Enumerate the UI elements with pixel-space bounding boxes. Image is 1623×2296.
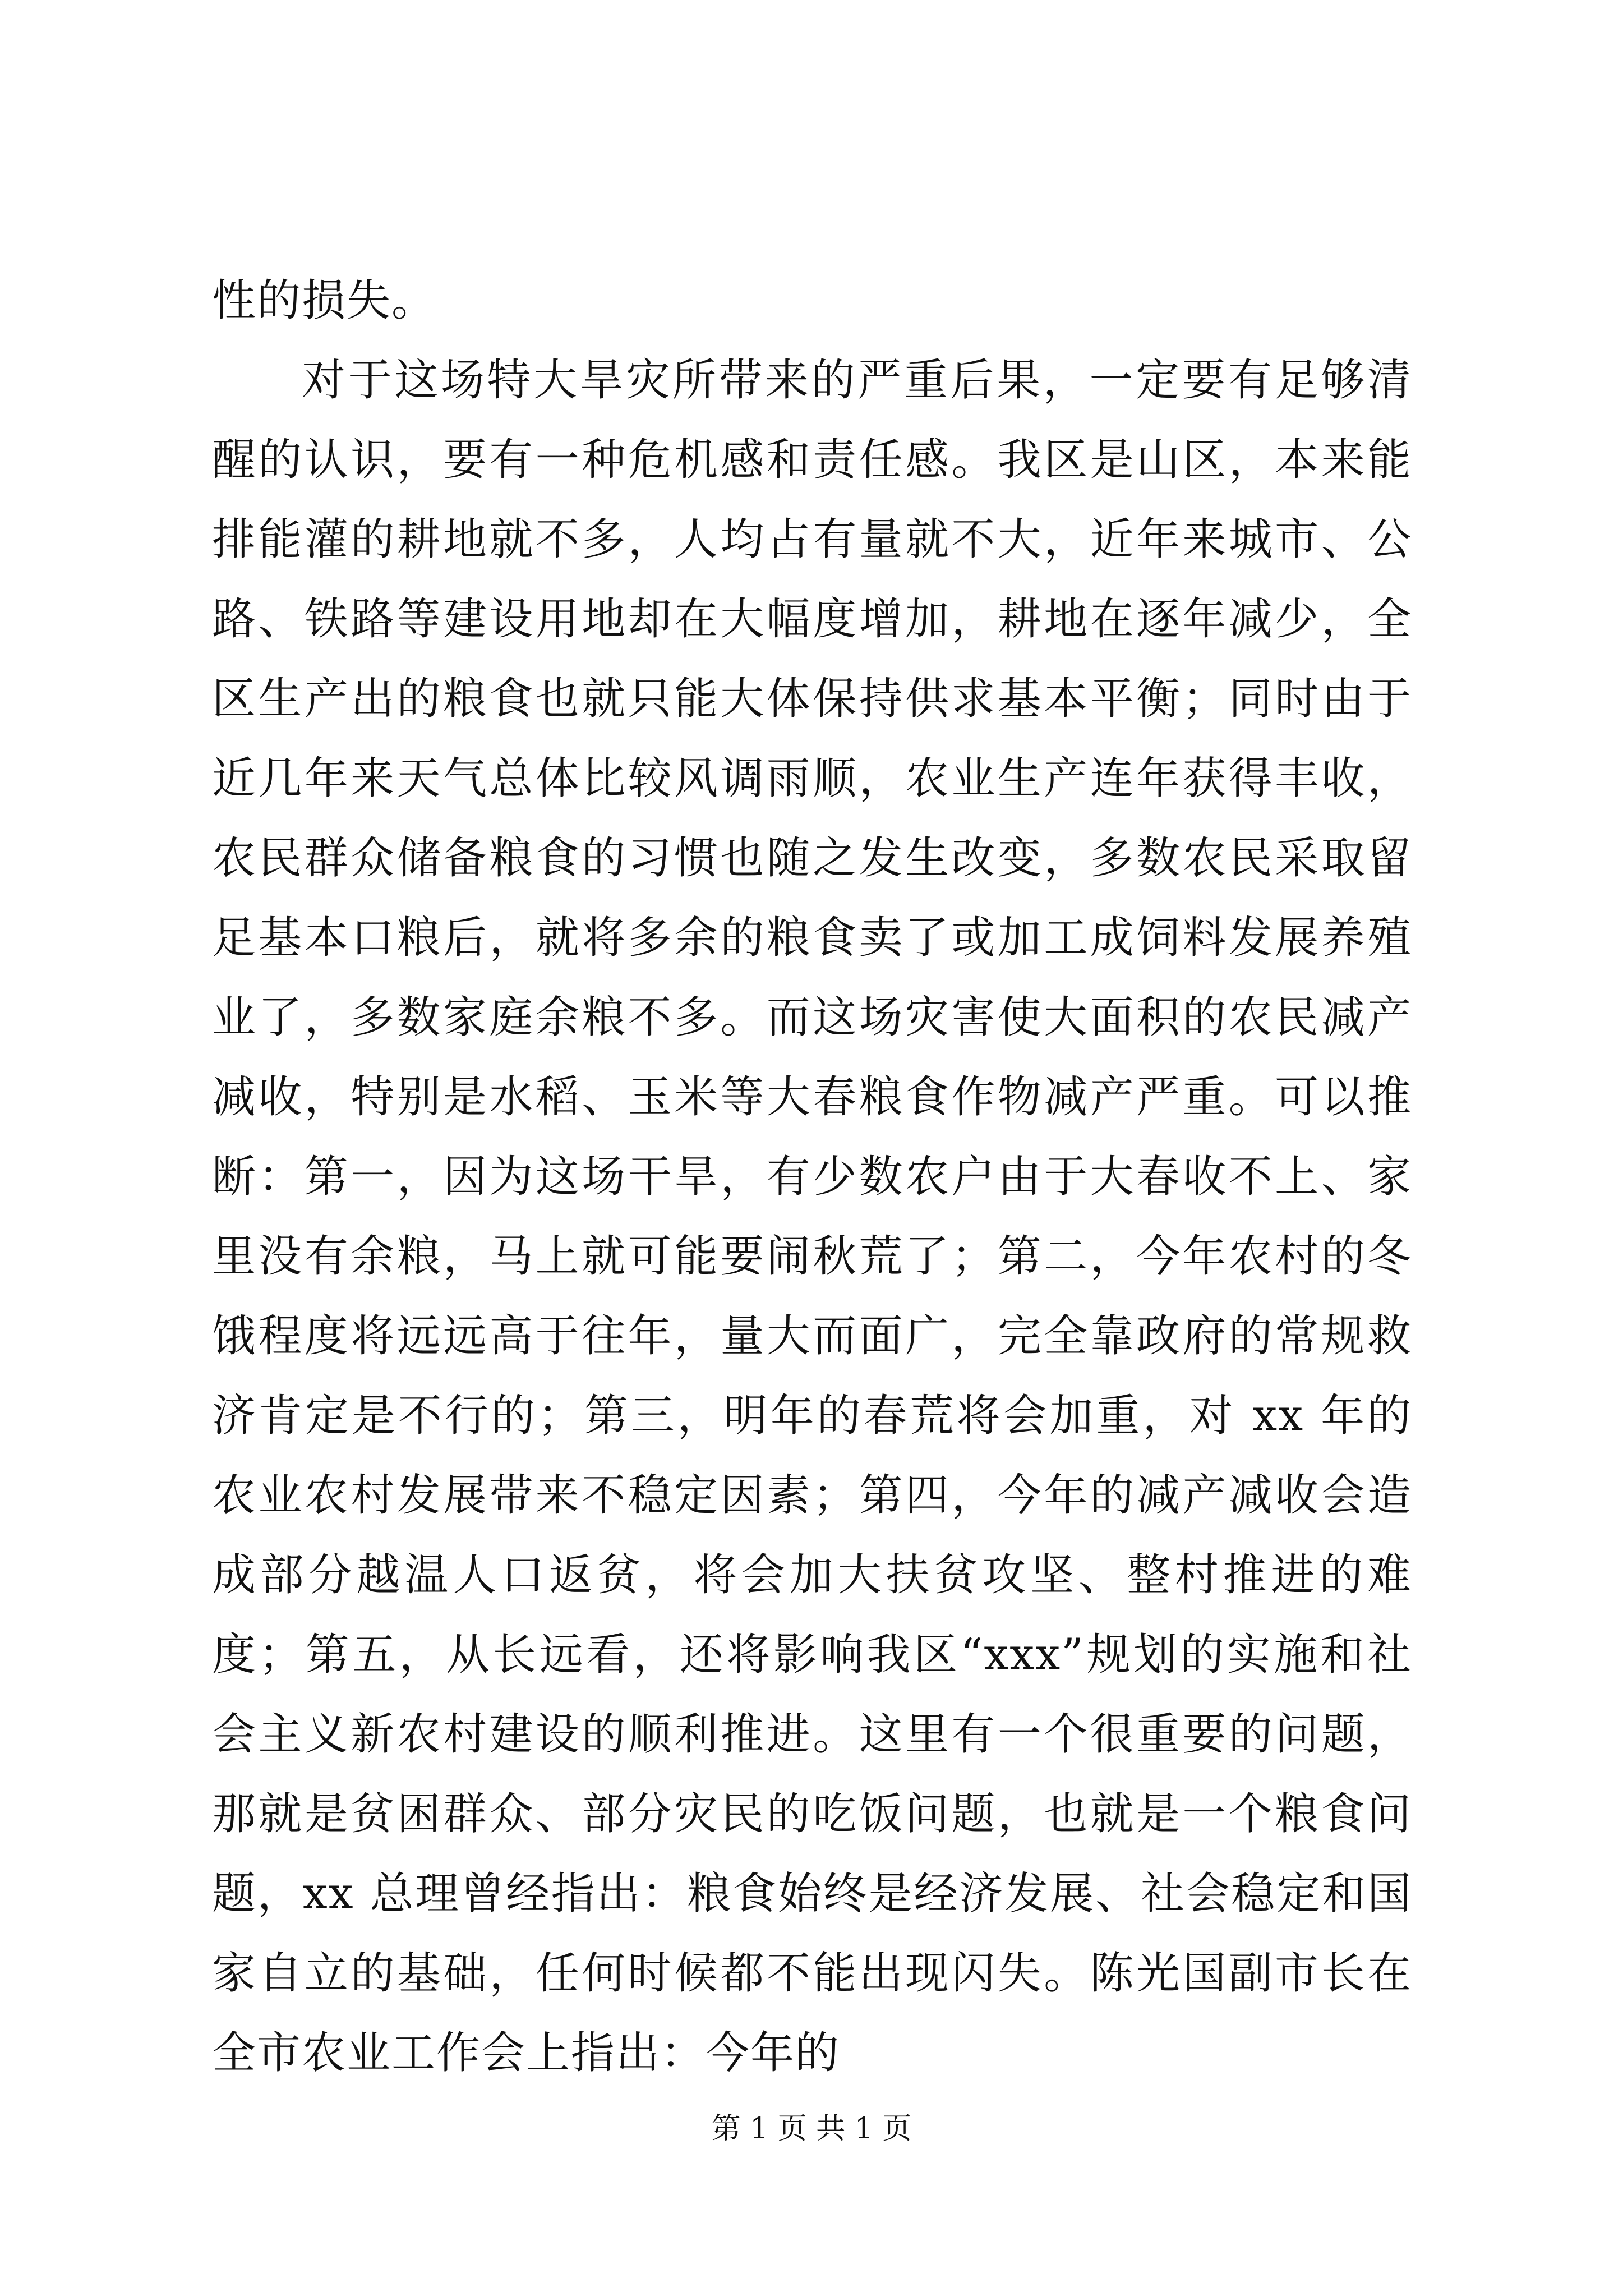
paragraph-continuation: 性的损失。 [212, 275, 437, 326]
page-number-label: 第 1 页 共 1 页 [711, 2112, 912, 2146]
paragraph-drought-consequences: 对于这场特大旱灾所带来的严重后果，一定要有足够清醒的认识，要有一种危机感和责任感。我区是山区，本来能排能灌的耕地就不多，人均占有量就不大，近年来城市、公路、铁路等建设用地却在大幅度增加，耕地在逐年减少，全区生产出的粮食也就只能大体保持供求基本平衡；同时由于近几年来天气总体比较风调雨顺，农业生产连年获得丰收，农民群众储备粮食的习惯也随之发生改变，多数农民采取留足基本口粮后，就将多余的粮食卖了或加工成饲料发展养殖业了，多数家庭余粮不多。而这场灾害使大面积的农民减产减收，特别是水稻、玉米等大春粮食作物减产严重。可以推断：第一，因为这场干旱，有少数农户由于大春收不上、家里没有余粮，马上就可能要闹秋荒了；第二，今年农村的冬饿程度将远远高于往年，量大而面广，完全靠政府的常规救济肯定是不行的；第三，明年的春荒将会加重，对 xx 年的农业农村发展带来不稳定因素；第四，今年的减产减收会造成部分越温人口返贫，将会加大扶贫攻坚、整村推进的难度；第五，从长远看，还将影响我区“xxx”规划的实施和社会主义新农村建设的顺利推进。这里有一个很重要的问题，那就是贫困群众、部分灾民的吃饭问题，也就是一个粮食问题，xx 总理曾经指出：粮食始终是经济发展、社会稳定和国家自立的基础，任何时候都不能出现闪失。陈光国副市长在全市农业工作会上指出：今年的 [212, 355, 1412, 2078]
page-footer [0, 2109, 1623, 2148]
document-body [212, 261, 1412, 2093]
